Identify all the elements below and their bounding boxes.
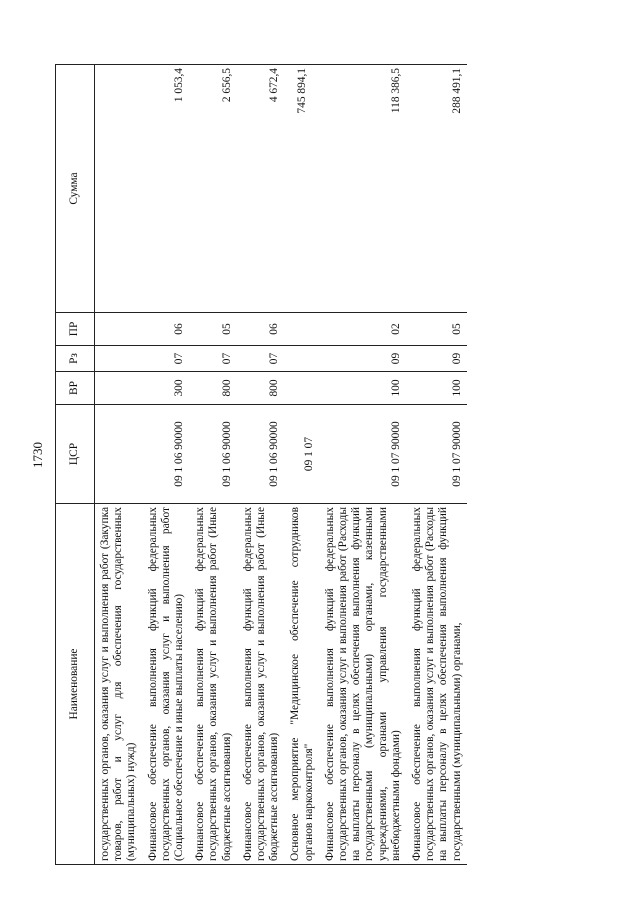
row-name: Основное мероприятие "Медицинское обеспечение сотрудников органов наркоконтроля"	[284, 504, 318, 865]
table-row	[95, 65, 142, 865]
row-sum: 118 386,5	[319, 65, 406, 313]
row-pr: 06	[237, 313, 285, 346]
row-csr: 09 1 07 90000	[406, 405, 467, 504]
row-vr: 800	[189, 372, 237, 405]
row-vr: 100	[319, 372, 406, 405]
row-name: Финансовое обеспечение выполнения функций федеральных государственных органов, оказания услуг и выполнения работ (Расходы на выплаты персоналу в целях обеспечения выполнения функций государственными (муниципальными) органами,	[406, 504, 467, 865]
row-csr: 09 1 06 90000	[237, 405, 285, 504]
table-row	[284, 65, 318, 865]
table-header-row	[56, 65, 95, 865]
header-pr: ПР	[56, 313, 95, 346]
row-sum: 745 894,1	[284, 65, 318, 313]
row-pr: 05	[406, 313, 467, 346]
row-vr: 100	[406, 372, 467, 405]
row-name: Финансовое обеспечение выполнения функций федеральных государственных органов, оказания услуг и выполнения работ (Расходы на выплаты персоналу в целях обеспечения выполнения функций государственными (муниципальными) органами, казенными учреждениями, органами управления государственными внебюджетными фондами)	[319, 504, 406, 865]
header-sum: Сумма	[56, 65, 95, 313]
row-csr: 09 1 06 90000	[142, 405, 190, 504]
budget-table	[55, 64, 467, 865]
header-csr: ЦСР	[56, 405, 95, 504]
row-pr: 02	[319, 313, 406, 346]
row-pr: 06	[142, 313, 190, 346]
row-rz: 07	[142, 346, 190, 372]
row-vr: 800	[237, 372, 285, 405]
row-pr	[95, 313, 142, 346]
row-vr: 300	[142, 372, 190, 405]
row-rz: 09	[406, 346, 467, 372]
row-pr: 05	[189, 313, 237, 346]
row-rz	[284, 346, 318, 372]
row-rz	[95, 346, 142, 372]
row-name: государственных органов, оказания услуг и выполнения работ (Закупка товаров, работ и услуг для обеспечения государственных (муниципальных) нужд)	[95, 504, 142, 865]
row-sum	[95, 65, 142, 313]
table-row	[319, 65, 406, 865]
row-rz: 09	[319, 346, 406, 372]
row-rz: 07	[237, 346, 285, 372]
row-csr	[95, 405, 142, 504]
row-sum: 2 656,5	[189, 65, 237, 313]
row-sum: 288 491,1	[406, 65, 467, 313]
row-sum: 1 053,4	[142, 65, 190, 313]
row-name: Финансовое обеспечение выполнения функций федеральных государственных органов, оказания услуг и выполнения работ (Иные бюджетные ассигнования)	[189, 504, 237, 865]
row-rz: 07	[189, 346, 237, 372]
row-csr: 09 1 07	[284, 405, 318, 504]
row-vr	[95, 372, 142, 405]
table-row	[237, 65, 285, 865]
row-csr: 09 1 06 90000	[189, 405, 237, 504]
row-csr: 09 1 07 90000	[319, 405, 406, 504]
header-rz: Рз	[56, 346, 95, 372]
row-name: Финансовое обеспечение выполнения функций федеральных государственных органов, оказания услуг и выполнения работ (Социальное обеспечение и иные выплаты населению)	[142, 504, 190, 865]
header-vr: ВР	[56, 372, 95, 405]
page-number: 1730	[30, 442, 45, 468]
row-pr	[284, 313, 318, 346]
table-row	[142, 65, 190, 865]
table-row	[406, 65, 467, 865]
table-row	[189, 65, 237, 865]
row-name: Финансовое обеспечение выполнения функций федеральных государственных органов, оказания услуг и выполнения работ (Иные бюджетные ассигнования)	[237, 504, 285, 865]
header-name: Наименование	[56, 504, 95, 865]
row-sum: 4 672,4	[237, 65, 285, 313]
row-vr	[284, 372, 318, 405]
